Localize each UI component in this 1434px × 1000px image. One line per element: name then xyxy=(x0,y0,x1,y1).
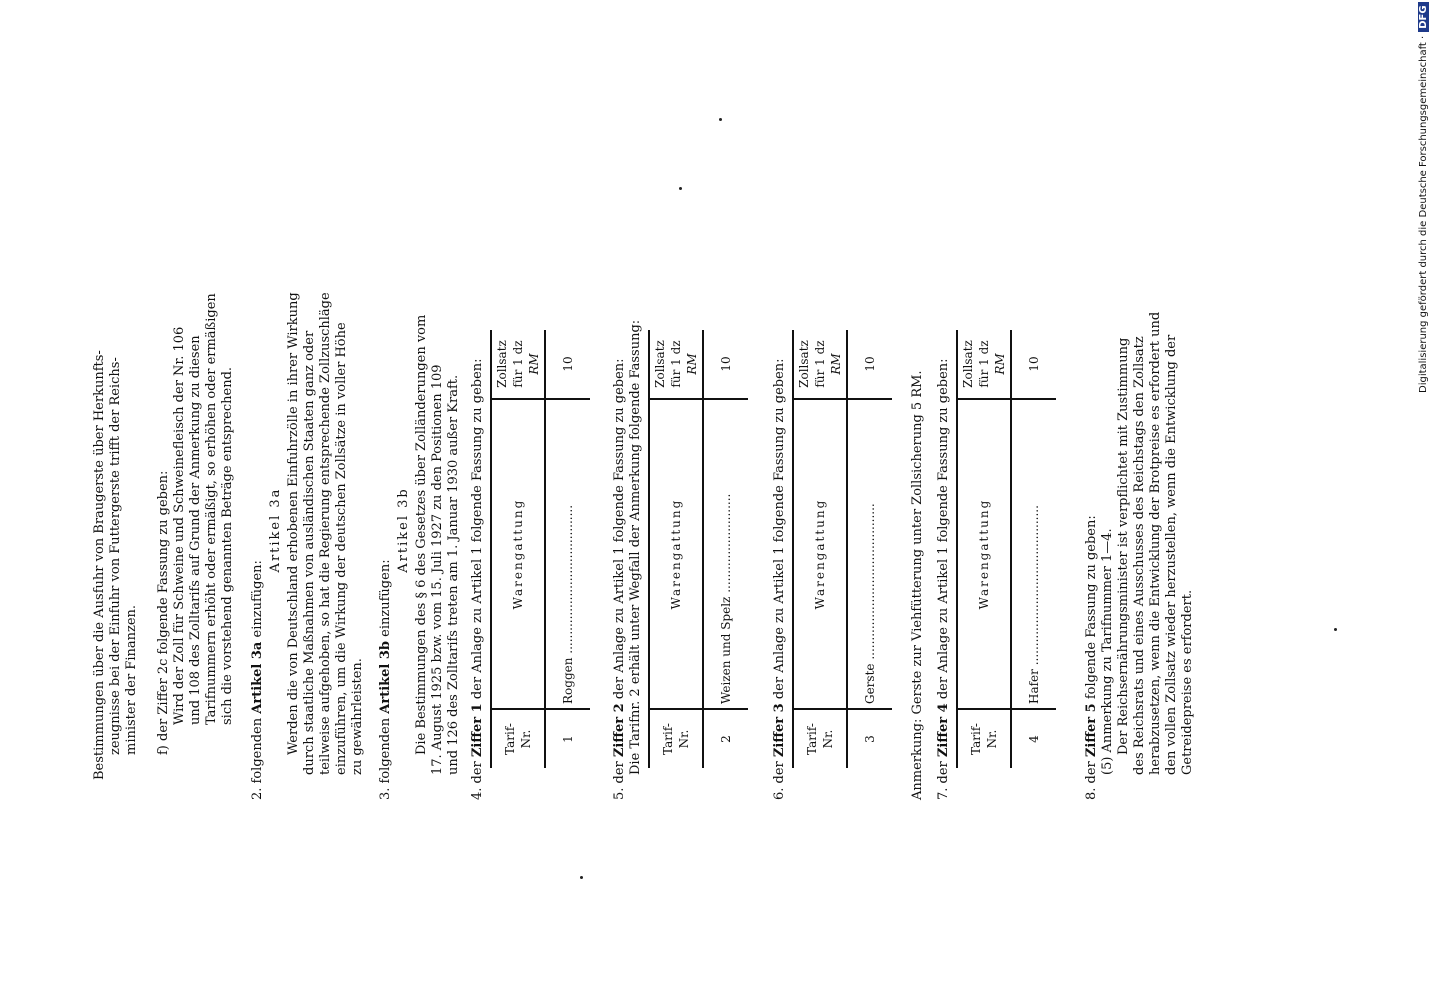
item-pre: der xyxy=(470,761,485,784)
dfg-logo: DFG xyxy=(1418,2,1429,31)
table-row xyxy=(703,330,748,768)
item-ziffer: Ziffer 5 xyxy=(1084,703,1099,758)
item-post: folgende Fassung zu geben: xyxy=(1084,515,1099,700)
header-tarif-nr: Tarif- Nr. xyxy=(649,709,703,768)
item-6-note: Anmerkung: Gerste zur Viehfütterung unter Zollsicherung 5 RM. xyxy=(910,370,925,800)
item-pre: der xyxy=(1084,761,1099,784)
article-3b-line: und 126 des Zolltarifs treten am 1. Januar 1930 außer Kraft. xyxy=(446,374,461,775)
cell-ware: Gerste ......................................... xyxy=(847,399,892,709)
item-number: 6. xyxy=(772,787,787,800)
header-warengattung: Warengattung xyxy=(649,399,703,709)
header-warengattung: Warengattung xyxy=(491,399,545,709)
cell-nr: 1 xyxy=(545,709,590,768)
item-number: 3. xyxy=(378,787,393,800)
item-ziffer: Ziffer 1 xyxy=(470,703,485,758)
item-f-line: und 108 des Zolltarifs auf Grund der Anmerkung zu diesen xyxy=(188,335,203,725)
item-7-heading xyxy=(936,358,952,800)
table-row xyxy=(1011,330,1056,768)
article-3b-title: Artikel 3b xyxy=(396,487,411,573)
cell-ware: Hafer .......................................... xyxy=(1011,399,1056,709)
item-number: 4. xyxy=(470,787,485,800)
article-3b-line: Die Bestimmungen des § 6 des Gesetzes über Zolländerungen vom xyxy=(414,314,429,755)
tariff-table-4 xyxy=(956,330,1056,768)
article-3a-line: Werden die von Deutschland erhobenen Einfuhrzölle in ihrer Wirkung xyxy=(286,292,301,755)
header-zollsatz: Zollsatz für 1 dz RM xyxy=(491,330,545,399)
item-ziffer: Ziffer 2 xyxy=(612,703,627,758)
cell-nr: 3 xyxy=(847,709,892,768)
header-zollsatz: Zollsatz für 1 dz RM xyxy=(957,330,1011,399)
tariff-table-1 xyxy=(490,330,590,768)
item-post: der Anlage zu Artikel 1 folgende Fassung zu geben: xyxy=(470,358,485,700)
item-number: 7. xyxy=(936,787,951,800)
item-number: 8. xyxy=(1084,787,1099,800)
scan-speck xyxy=(719,118,722,121)
header-tarif-nr: Tarif- Nr. xyxy=(491,709,545,768)
scan-speck xyxy=(1334,628,1337,631)
item-ziffer: Ziffer 3 xyxy=(772,703,787,758)
header-zollsatz: Zollsatz für 1 dz RM xyxy=(649,330,703,399)
table-row xyxy=(847,330,892,768)
item-pre: folgenden xyxy=(378,717,393,784)
item-pre: der xyxy=(772,761,787,784)
intro-line: zeugnisse bei der Einfuhr von Futtergerste trifft der Reichs- xyxy=(108,357,123,755)
table-header-row xyxy=(649,330,703,768)
item-pre: der xyxy=(612,761,627,784)
article-3b-line: 17. August 1925 bzw. vom 15. Juli 1927 zu den Positionen 109 xyxy=(430,364,445,775)
item-6-heading xyxy=(772,358,788,800)
header-warengattung: Warengattung xyxy=(793,399,847,709)
table-header-row xyxy=(793,330,847,768)
article-3a-title: Artikel 3a xyxy=(268,487,283,573)
table-row xyxy=(545,330,590,768)
item-post: der Anlage zu Artikel 1 folgende Fassung zu geben: xyxy=(612,358,627,700)
digitization-credit xyxy=(1418,0,1429,393)
article-3a-line: zu gewährleisten. xyxy=(350,658,365,775)
scan-speck xyxy=(580,876,583,879)
article-3a-line: teilweise aufgehoben, so hat die Regierung entsprechende Zollzuschläge xyxy=(318,292,333,775)
cell-satz: 10 xyxy=(561,356,575,372)
item-8-line: des Reichsrats und eines Ausschusses des Reichstags den Zollsatz xyxy=(1132,336,1147,775)
tariff-table-2 xyxy=(648,330,748,768)
item-f-line: sich die vorstehend genannten Beträge entsprechend. xyxy=(220,366,235,725)
cell-ware: Roggen ....................................... xyxy=(545,399,590,709)
item-post: der Anlage zu Artikel 1 folgende Fassung zu geben: xyxy=(772,358,787,700)
table-header-row xyxy=(491,330,545,768)
item-pre: der xyxy=(936,761,951,784)
item-post: der Anlage zu Artikel 1 folgende Fassung zu geben: xyxy=(936,358,951,700)
header-tarif-nr: Tarif- Nr. xyxy=(957,709,1011,768)
item-8-line: den vollen Zollsatz wieder herzustellen, wenn die Entwicklung der xyxy=(1164,334,1179,775)
item-pre: folgenden xyxy=(250,717,265,784)
item-5-subtext: Die Tarifnr. 2 erhält unter Wegfall der Anmerkung folgende Fassung: xyxy=(628,319,643,775)
cell-satz: 10 xyxy=(1027,356,1041,372)
item-number: 5. xyxy=(612,787,627,800)
item-8-heading xyxy=(1084,515,1100,800)
cell-nr: 4 xyxy=(1011,709,1056,768)
cell-nr: 2 xyxy=(703,709,748,768)
item-8-line: Der Reichsernährungsminister ist verpflichtet mit Zustimmung xyxy=(1116,337,1131,755)
intro-line: minister der Finanzen. xyxy=(124,604,139,755)
item-post: einzufügen: xyxy=(250,560,265,638)
item-number: 2. xyxy=(250,787,265,800)
document-page xyxy=(70,240,1310,800)
item-8-line: herabzusetzen, wenn die Entwicklung der Brotpreise es erfordert und xyxy=(1148,311,1163,775)
cell-satz: 10 xyxy=(863,356,877,372)
item-f-line: Tarifnummern erhöht oder ermäßigt, so erhöhen oder ermäßigen xyxy=(204,293,219,725)
item-f-line: Wird der Zoll für Schweine und Schweinefleisch der Nr. 106 xyxy=(172,326,187,725)
item-8-line: Getreidepreise es erfordert. xyxy=(1180,589,1195,775)
header-tarif-nr: Tarif- Nr. xyxy=(793,709,847,768)
item-article: Artikel 3a xyxy=(250,641,265,714)
item-5-heading xyxy=(612,358,628,800)
article-3a-line: durch staatliche Maßnahmen von ausländischen Staaten ganz oder xyxy=(302,330,317,775)
item-article: Artikel 3b xyxy=(378,640,393,714)
item-ziffer: Ziffer 4 xyxy=(936,703,951,758)
cell-ware: Weizen und Spelz .......................... xyxy=(703,399,748,709)
item-4-heading xyxy=(470,358,486,800)
intro-line: Bestimmungen über die Ausfuhr von Braugerste über Herkunfts- xyxy=(92,350,107,780)
header-zollsatz: Zollsatz für 1 dz RM xyxy=(793,330,847,399)
item-f-heading: f) der Ziffer 2c folgende Fassung zu geben: xyxy=(156,470,171,755)
item-3-heading xyxy=(378,559,394,800)
cell-satz: 10 xyxy=(719,356,733,372)
table-header-row xyxy=(957,330,1011,768)
tariff-table-3 xyxy=(792,330,892,768)
item-8-line: (5) Anmerkung zu Tarifnummer 1—4. xyxy=(1100,528,1115,775)
credit-text: Digitalisierung gefördert durch die Deutsche Forschungsgemeinschaft · xyxy=(1418,35,1429,393)
header-warengattung: Warengattung xyxy=(957,399,1011,709)
item-post: einzufügen: xyxy=(378,559,393,637)
scan-speck xyxy=(679,187,682,190)
item-2-heading xyxy=(250,560,266,800)
article-3a-line: einzuführen, um die Wirkung der deutschen Zollsätze in voller Höhe xyxy=(334,322,349,775)
